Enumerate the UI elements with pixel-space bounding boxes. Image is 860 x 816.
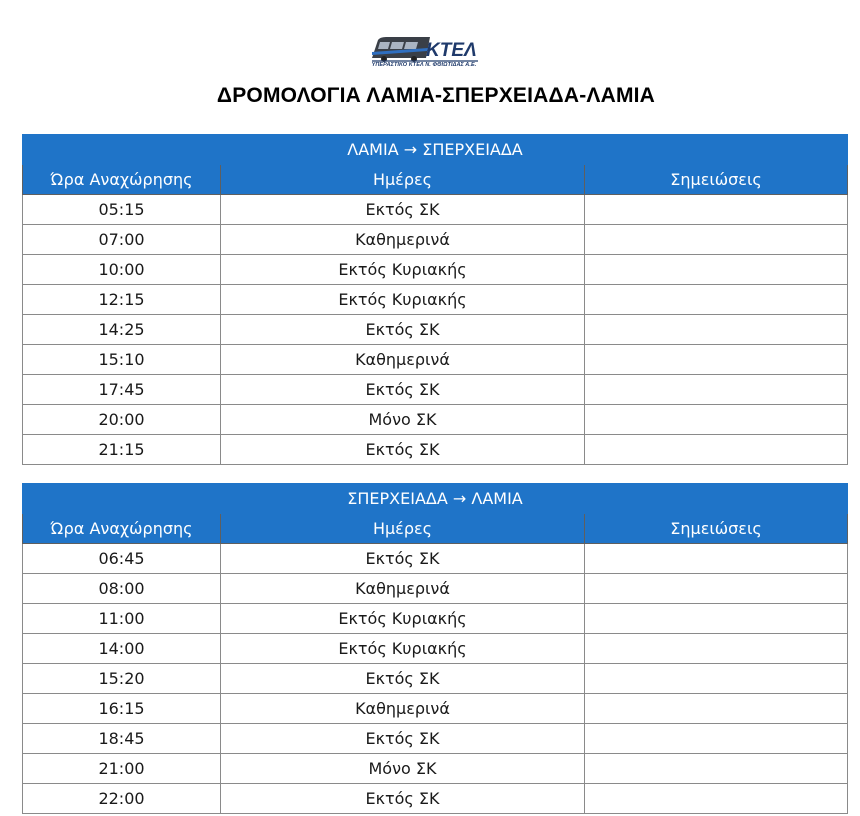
- schedule-table-lamia-sperchiada: [22, 134, 848, 465]
- notes-cell: [585, 544, 848, 574]
- notes-cell: [585, 754, 848, 784]
- departure-time: 06:45: [23, 544, 221, 574]
- notes-cell: [585, 574, 848, 604]
- table-row: [23, 694, 848, 724]
- table-row: [23, 784, 848, 814]
- schedule-table-sperchiada-lamia: [22, 483, 848, 814]
- departure-time: 14:25: [23, 315, 221, 345]
- departure-time: 17:45: [23, 375, 221, 405]
- table-row: [23, 345, 848, 375]
- days-cell: Εκτός ΣΚ: [221, 195, 585, 225]
- departure-time: 05:15: [23, 195, 221, 225]
- table-row: [23, 225, 848, 255]
- departure-time: 16:15: [23, 694, 221, 724]
- departure-time: 12:15: [23, 285, 221, 315]
- notes-cell: [585, 285, 848, 315]
- days-cell: Εκτός ΣΚ: [221, 375, 585, 405]
- table-row: [23, 195, 848, 225]
- notes-cell: [585, 195, 848, 225]
- days-cell: Εκτός ΣΚ: [221, 435, 585, 465]
- direction-header: ΣΠΕΡΧΕΙΑΔΑ → ΛΑΜΙΑ: [23, 484, 848, 514]
- column-header-departure: Ώρα Αναχώρησης: [23, 514, 221, 544]
- notes-cell: [585, 405, 848, 435]
- departure-time: 08:00: [23, 574, 221, 604]
- column-header-days: Ημέρες: [221, 514, 585, 544]
- days-cell: Μόνο ΣΚ: [221, 754, 585, 784]
- page-title: ΔΡΟΜΟΛΟΓΙΑ ΛΑΜΙΑ-ΣΠΕΡΧΕΙΑΔΑ-ΛΑΜΙΑ: [216, 84, 656, 107]
- table-row: [23, 435, 848, 465]
- days-cell: Εκτός ΣΚ: [221, 664, 585, 694]
- days-cell: Μόνο ΣΚ: [221, 405, 585, 435]
- table-row: [23, 724, 848, 754]
- notes-cell: [585, 435, 848, 465]
- table-row: [23, 315, 848, 345]
- table-row: [23, 574, 848, 604]
- notes-cell: [585, 315, 848, 345]
- days-cell: Καθημερινά: [221, 225, 585, 255]
- table-row: [23, 604, 848, 634]
- days-cell: Εκτός Κυριακής: [221, 255, 585, 285]
- notes-cell: [585, 784, 848, 814]
- notes-cell: [585, 664, 848, 694]
- departure-time: 10:00: [23, 255, 221, 285]
- days-cell: Εκτός Κυριακής: [221, 285, 585, 315]
- departure-time: 15:10: [23, 345, 221, 375]
- ktel-logo: [368, 34, 480, 72]
- departure-time: 11:00: [23, 604, 221, 634]
- departure-time: 14:00: [23, 634, 221, 664]
- departure-time: 20:00: [23, 405, 221, 435]
- logo-brand: ΚΤΕΛ: [426, 40, 477, 61]
- notes-cell: [585, 375, 848, 405]
- days-cell: Εκτός ΣΚ: [221, 315, 585, 345]
- notes-cell: [585, 604, 848, 634]
- bus-logo-icon: [368, 34, 480, 64]
- table-row: [23, 754, 848, 784]
- direction-header: ΛΑΜΙΑ → ΣΠΕΡΧΕΙΑΔΑ: [23, 135, 848, 165]
- notes-cell: [585, 724, 848, 754]
- logo-subtitle: ΥΠΕΡΑΣΤΙΚΟ ΚΤΕΛ Ν. ΦΘΙΩΤΙΔΑΣ Α.Ε.: [371, 62, 477, 68]
- notes-cell: [585, 634, 848, 664]
- notes-cell: [585, 694, 848, 724]
- departure-time: 21:15: [23, 435, 221, 465]
- column-header-notes: Σημειώσεις: [585, 514, 848, 544]
- notes-cell: [585, 255, 848, 285]
- notes-cell: [585, 225, 848, 255]
- days-cell: Εκτός Κυριακής: [221, 634, 585, 664]
- table-row: [23, 405, 848, 435]
- days-cell: Εκτός Κυριακής: [221, 604, 585, 634]
- departure-time: 07:00: [23, 225, 221, 255]
- table-row: [23, 664, 848, 694]
- departure-time: 22:00: [23, 784, 221, 814]
- column-header-departure: Ώρα Αναχώρησης: [23, 165, 221, 195]
- days-cell: Καθημερινά: [221, 694, 585, 724]
- table-row: [23, 375, 848, 405]
- days-cell: Καθημερινά: [221, 574, 585, 604]
- days-cell: Εκτός ΣΚ: [221, 544, 585, 574]
- departure-time: 21:00: [23, 754, 221, 784]
- table-row: [23, 285, 848, 315]
- departure-time: 15:20: [23, 664, 221, 694]
- notes-cell: [585, 345, 848, 375]
- days-cell: Εκτός ΣΚ: [221, 784, 585, 814]
- column-header-notes: Σημειώσεις: [585, 165, 848, 195]
- days-cell: Εκτός ΣΚ: [221, 724, 585, 754]
- departure-time: 18:45: [23, 724, 221, 754]
- table-row: [23, 634, 848, 664]
- column-header-days: Ημέρες: [221, 165, 585, 195]
- table-row: [23, 544, 848, 574]
- days-cell: Καθημερινά: [221, 345, 585, 375]
- table-row: [23, 255, 848, 285]
